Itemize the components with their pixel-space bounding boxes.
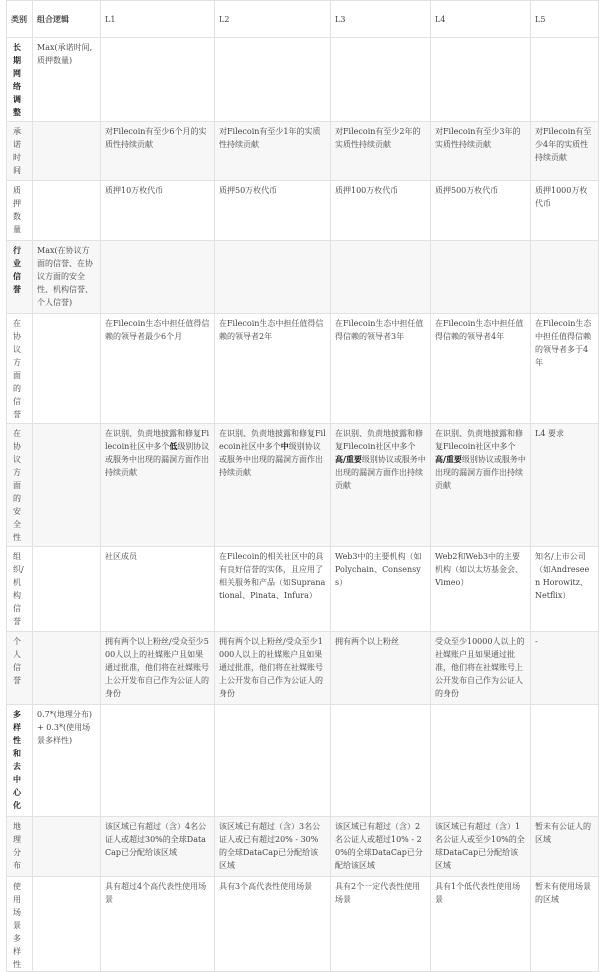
cell-l3: 在识别、负责地披露和修复Filecoin社区中多个高/重要级别协议或服务中出现的漏洞方面作出持续贡献 — [331, 424, 431, 547]
cell-l5 — [531, 705, 599, 817]
row-category: 行业信誉 — [13, 245, 21, 294]
cell-l4: 该区域已有超过（含）1名公证人或至少10%的全球DataCap已分配给该区域 — [431, 817, 531, 877]
cell-l3 — [331, 705, 431, 817]
header-category: 类别 — [7, 1, 33, 38]
cell-l2: 对Filecoin有至少1年的实质性持续贡献 — [215, 122, 331, 181]
cell-l1: 拥有两个以上粉丝/受众至少500人以上的社媒账户且如果通过批准，他们将在社媒账号上公开发布自己作为公证人的身份 — [101, 632, 215, 705]
cell-l4 — [431, 241, 531, 314]
cell-l4: 对Filecoin有至少3年的实质性持续贡献 — [431, 122, 531, 181]
table-row — [7, 38, 599, 122]
cell-l3: 该区域已有超过（含）2名公证人或超过10% - 20%的全球DataCap已分配给该区域 — [331, 817, 431, 877]
cell-l5 — [531, 38, 599, 122]
cell-l4: 受众至少10000人以上的社媒账户且如果通过批准，他们将在社媒账号上公开发布自己作为公证人的身份 — [431, 632, 531, 705]
cell-l2 — [215, 38, 331, 122]
cell-l4: 质押500万枚代币 — [431, 181, 531, 241]
cell-l1: 该区域已有超过（含）4名公证人或超过30%的全球DataCap已分配给该区域 — [101, 817, 215, 877]
table-row — [7, 547, 599, 632]
row-category: 个人信誉 — [13, 637, 21, 685]
notary-rubric-table — [6, 0, 599, 972]
cell-l5 — [531, 241, 599, 314]
row-category: 承诺时间 — [13, 127, 21, 175]
cell-l3: 具有2个一定代表性使用场景 — [331, 877, 431, 972]
cell-l5: - — [531, 632, 599, 705]
cell-l1: 社区成员 — [101, 547, 215, 632]
row-category: 在协议方面的信誉 — [13, 319, 21, 419]
cell-l5: 对Filecoin有至少4年的实质性持续贡献 — [531, 122, 599, 181]
row-logic — [33, 181, 101, 241]
cell-l1 — [101, 38, 215, 122]
cell-l2: 质押50万枚代币 — [215, 181, 331, 241]
cell-l4 — [431, 705, 531, 817]
cell-l4 — [431, 38, 531, 122]
cell-l3: Web3中的主要机构（如Polychain、Consensys） — [331, 547, 431, 632]
table-row — [7, 632, 599, 705]
cell-l3: 对Filecoin有至少2年的实质性持续贡献 — [331, 122, 431, 181]
cell-l2: 拥有两个以上粉丝/受众至少1000人以上的社媒账户且如果通过批准，他们将在社媒账号上公开发布自己作为公证人的身份 — [215, 632, 331, 705]
cell-l1: 对Filecoin有至少6个月的实质性持续贡献 — [101, 122, 215, 181]
cell-l3: 在Filecoin生态中担任值得信赖的领导者3年 — [331, 314, 431, 424]
row-logic — [33, 424, 101, 547]
cell-l5: 质押1000万枚代币 — [531, 181, 599, 241]
cell-l2 — [215, 705, 331, 817]
table-row — [7, 241, 599, 314]
cell-l2: 在Filecoin生态中担任值得信赖的领导者2年 — [215, 314, 331, 424]
row-category: 多样性和去中心化 — [13, 709, 21, 810]
row-logic — [33, 877, 101, 972]
cell-l4: 在Filecoin生态中担任值得信赖的领导者4年 — [431, 314, 531, 424]
row-logic — [33, 632, 101, 705]
row-logic — [33, 817, 101, 877]
cell-l2: 该区域已有超过（含）3名公证人或已有超过20% - 30%的全球DataCap已分配给该区域 — [215, 817, 331, 877]
row-category: 质押数量 — [13, 186, 21, 234]
row-logic — [33, 314, 101, 424]
cell-l1: 质押10万枚代币 — [101, 181, 215, 241]
cell-l1: 具有超过4个高代表性使用场景 — [101, 877, 215, 972]
cell-l5: 暂未有使用场景的区域 — [531, 877, 599, 972]
cell-l3 — [331, 38, 431, 122]
row-logic — [33, 547, 101, 632]
table-header-row — [7, 1, 599, 38]
cell-l4: 在识别、负责地披露和修复Filecoin社区中多个高/重要级别协议或服务中出现的漏洞方面作出持续贡献 — [431, 424, 531, 547]
table-row — [7, 122, 599, 181]
row-logic: Max(在协议方面的信誉、在协议方面的安全性、机构信誉、个人信誉) — [33, 241, 101, 314]
cell-l3 — [331, 241, 431, 314]
cell-l1: 在Filecoin生态中担任值得信赖的领导者最少6个月 — [101, 314, 215, 424]
row-category: 组织/机构信誉 — [13, 552, 24, 626]
cell-l4: Web2和Web3中的主要机构（如以太坊基金会、Vimeo） — [431, 547, 531, 632]
table-row — [7, 424, 599, 547]
row-category: 在协议方面的安全性 — [13, 429, 21, 542]
cell-l2 — [215, 241, 331, 314]
cell-l5: 知名/上市公司（如Andreseen Horowitz、Netflix） — [531, 547, 599, 632]
header-l5: L5 — [531, 1, 599, 38]
row-logic: 0.7*(地理分布) + 0.3*(使用场景多样性) — [33, 705, 101, 817]
header-l2: L2 — [215, 1, 331, 38]
cell-l2: 在识别、负责地披露和修复Filecoin社区中多个中级别协议或服务中出现的漏洞方面作出持续贡献 — [215, 424, 331, 547]
cell-l3: 拥有两个以上粉丝 — [331, 632, 431, 705]
cell-l1: 在识别、负责地披露和修复Filecoin社区中多个低级别协议或服务中出现的漏洞方面作出持续贡献 — [101, 424, 215, 547]
row-category: 使用场景多样性 — [13, 882, 21, 969]
cell-l2: 在Filecoin的相关社区中的具有良好信誉的实体，且应用了相关服务和产品（如Supranational、Pinata、Infura） — [215, 547, 331, 632]
row-logic: Max(承诺时间, 质押数量) — [33, 38, 101, 122]
cell-l2: 具有3个高代表性使用场景 — [215, 877, 331, 972]
cell-l1 — [101, 241, 215, 314]
cell-l5: 暂未有公证人的区域 — [531, 817, 599, 877]
table-row — [7, 181, 599, 241]
header-l3: L3 — [331, 1, 431, 38]
table-row — [7, 877, 599, 972]
row-logic — [33, 122, 101, 181]
table-row — [7, 817, 599, 877]
cell-l5: 在Filecoin生态中担任值得信赖的领导者多于4年 — [531, 314, 599, 424]
header-l1: L1 — [101, 1, 215, 38]
row-category: 地理分布 — [13, 822, 21, 870]
row-category: 长期网络调整 — [13, 42, 21, 117]
cell-l3: 质押100万枚代币 — [331, 181, 431, 241]
header-l4: L4 — [431, 1, 531, 38]
table-row — [7, 314, 599, 424]
cell-l5: L4 要求 — [531, 424, 599, 547]
cell-l4: 具有1个低代表性使用场景 — [431, 877, 531, 972]
header-logic: 组合逻辑 — [33, 1, 101, 38]
cell-l1 — [101, 705, 215, 817]
table-row — [7, 705, 599, 817]
